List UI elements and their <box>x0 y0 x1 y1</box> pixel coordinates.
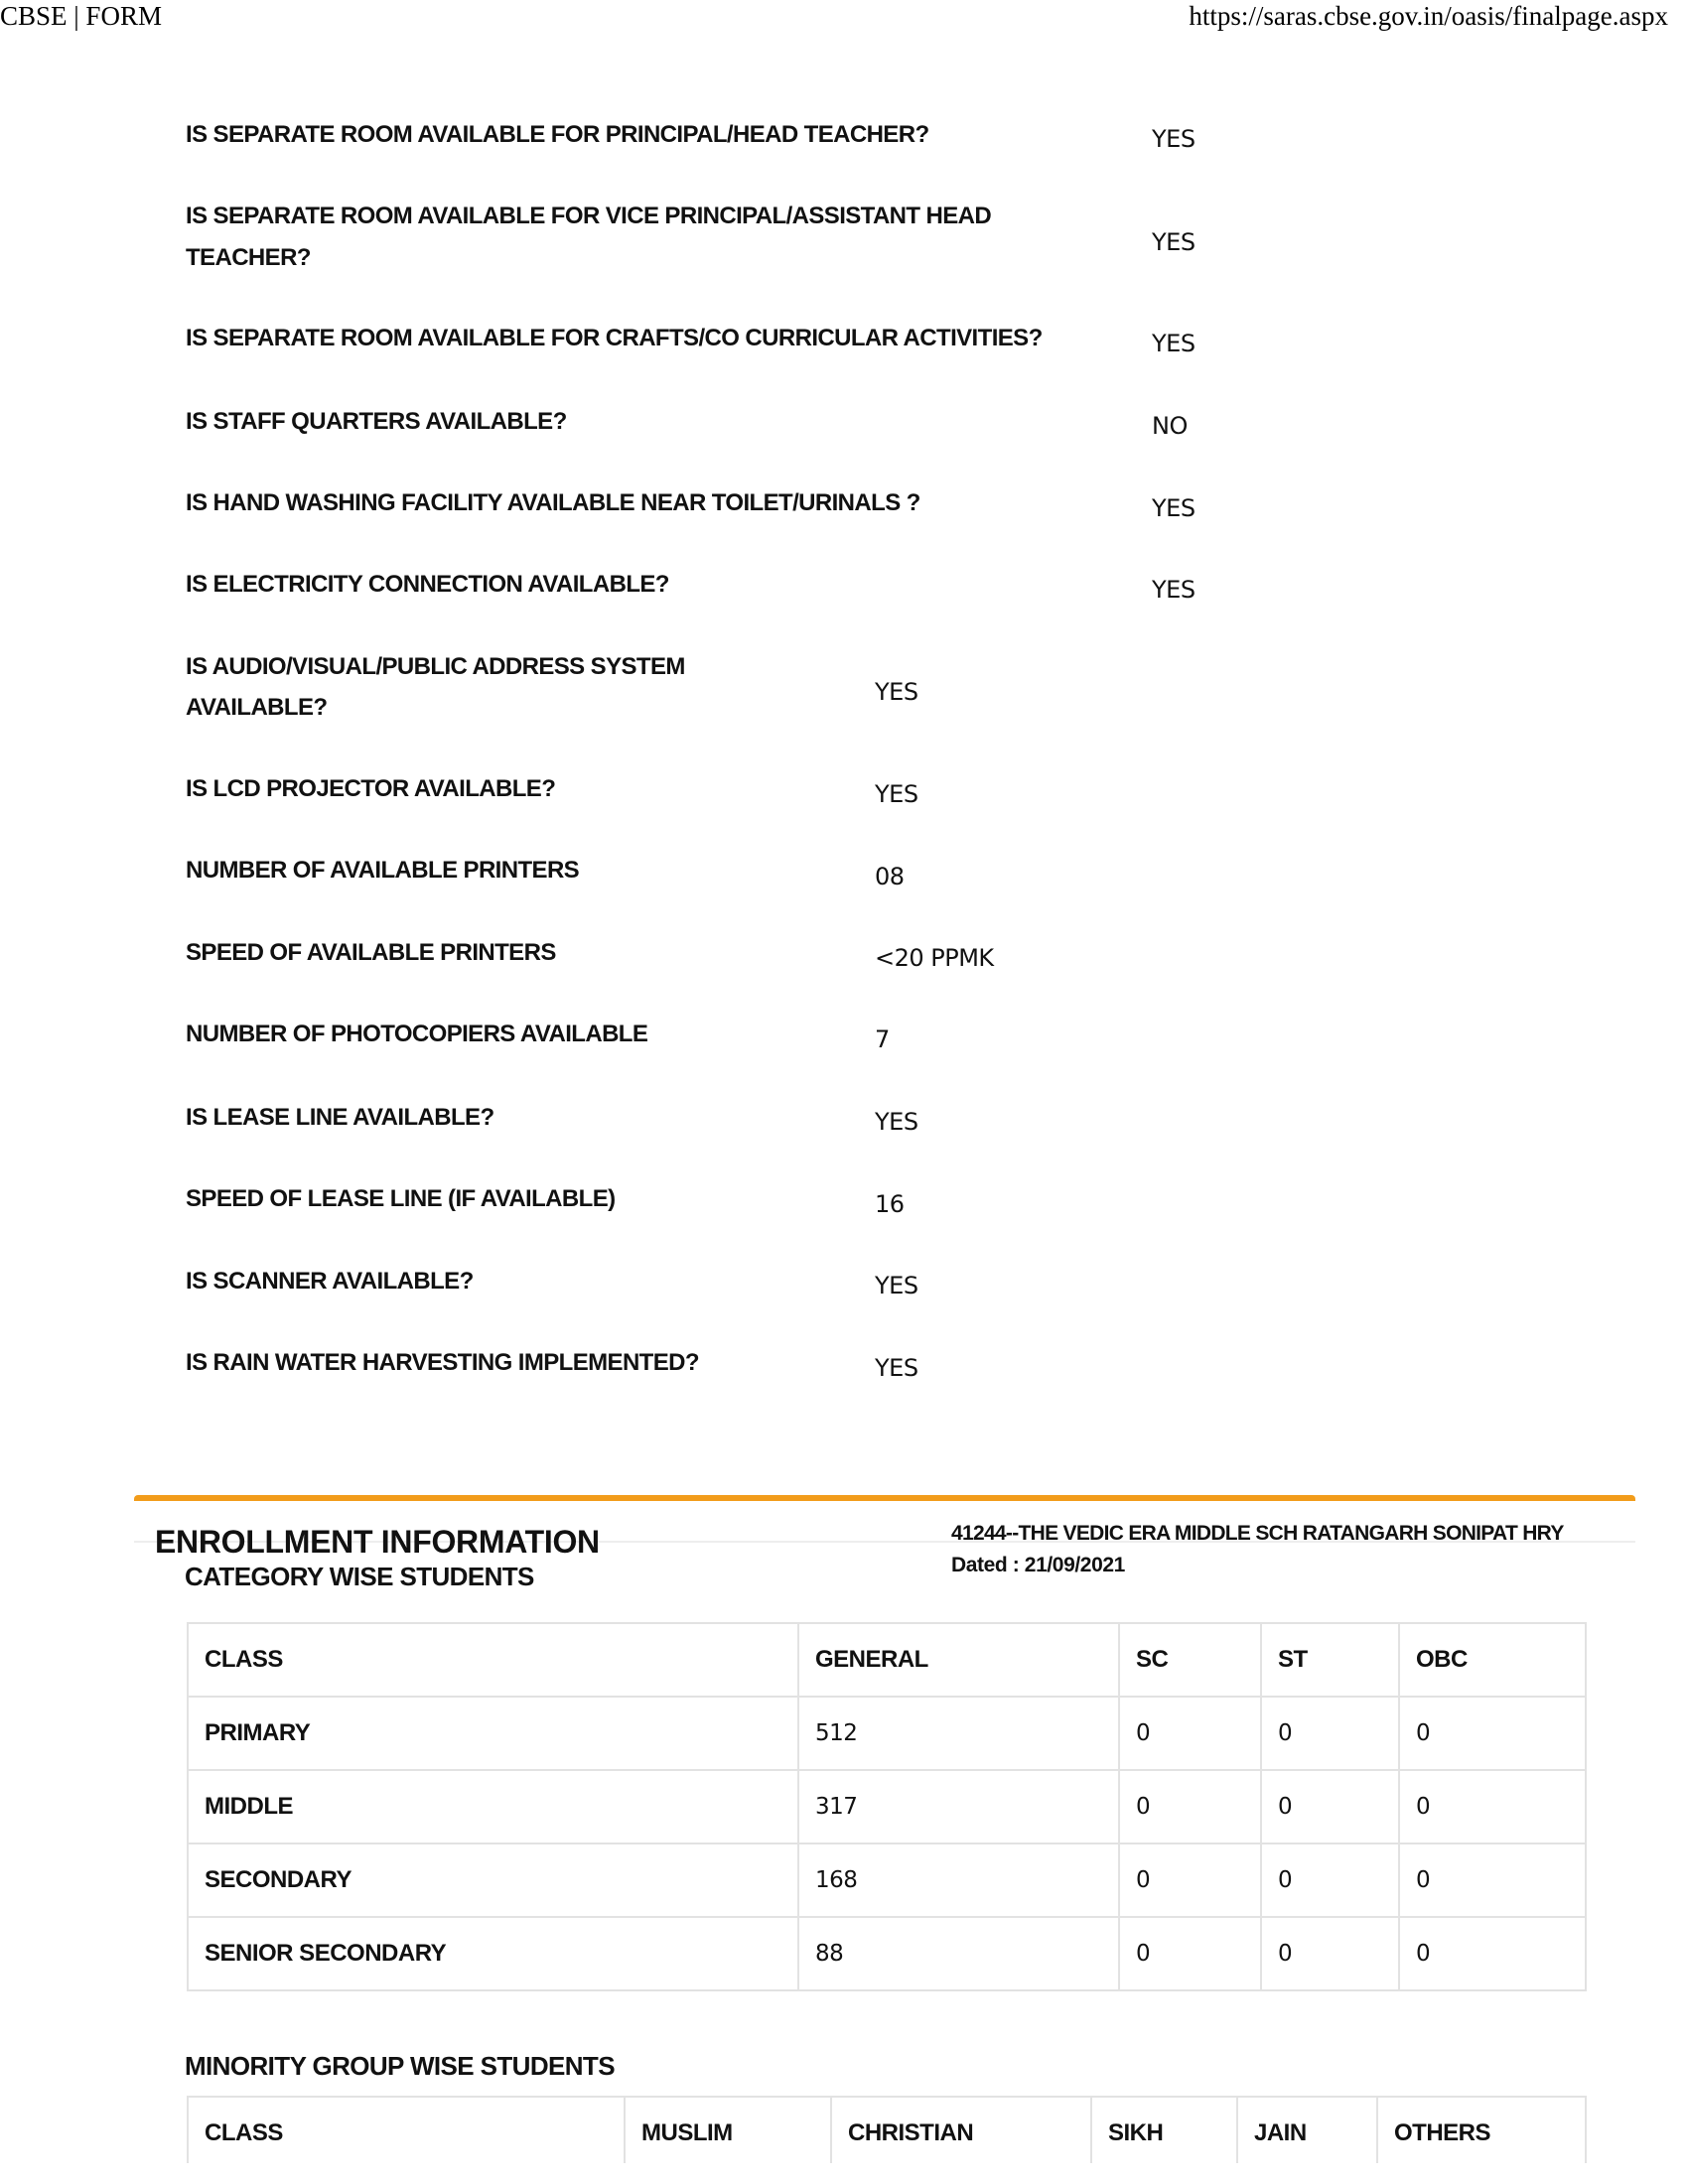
minority-table-viewport <box>0 2085 1688 2163</box>
class-cell: SECONDARY <box>188 1843 798 1917</box>
answer-value: YES <box>1152 494 1196 522</box>
question-label-line2: AVAILABLE? <box>186 694 328 721</box>
dated-label: Dated : 21/09/2021 <box>951 1554 1125 1576</box>
question-label-line1: IS SEPARATE ROOM AVAILABLE FOR VICE PRINCIPAL/ASSISTANT HEAD <box>186 203 992 229</box>
answer-value: YES <box>875 1108 918 1136</box>
column-header: CHRISTIAN <box>831 2097 1091 2163</box>
column-header: SC <box>1119 1623 1261 1697</box>
category-wise-table <box>187 1622 1587 1991</box>
general-cell: 88 <box>798 1917 1119 1990</box>
class-cell: SENIOR SECONDARY <box>188 1917 798 1990</box>
column-header: SIKH <box>1091 2097 1237 2163</box>
column-header: OTHERS <box>1377 2097 1586 2163</box>
table-row <box>188 1843 1586 1917</box>
answer-value: YES <box>1152 330 1196 357</box>
answer-value: <20 PPMK <box>875 944 994 972</box>
column-header: GENERAL <box>798 1623 1119 1697</box>
answer-value: YES <box>875 1354 918 1382</box>
table-header-row <box>188 1623 1586 1697</box>
answer-value: YES <box>1152 228 1196 256</box>
question-label-line2: TEACHER? <box>186 244 311 271</box>
general-cell: 512 <box>798 1697 1119 1770</box>
obc-cell: 0 <box>1399 1770 1586 1843</box>
answer-value: YES <box>875 678 918 706</box>
column-header: ST <box>1261 1623 1399 1697</box>
class-cell: MIDDLE <box>188 1770 798 1843</box>
column-header: CLASS <box>188 2097 625 2163</box>
minority-table-title: MINORITY GROUP WISE STUDENTS <box>185 2051 615 2081</box>
answer-value: 7 <box>875 1025 890 1053</box>
question-label: IS RAIN WATER HARVESTING IMPLEMENTED? <box>186 1349 699 1376</box>
question-label-line1: IS AUDIO/VISUAL/PUBLIC ADDRESS SYSTEM <box>186 653 685 680</box>
question-label: IS STAFF QUARTERS AVAILABLE? <box>186 408 567 435</box>
question-label: IS SEPARATE ROOM AVAILABLE FOR CRAFTS/CO CURRICULAR ACTIVITIES? <box>186 325 1043 351</box>
question-label: IS SCANNER AVAILABLE? <box>186 1268 474 1295</box>
general-cell: 168 <box>798 1843 1119 1917</box>
table-row <box>188 1770 1586 1843</box>
page-header-url: https://saras.cbse.gov.in/oasis/finalpage.aspx <box>1189 1 1668 31</box>
table-row <box>188 1697 1586 1770</box>
answer-value: YES <box>875 1272 918 1299</box>
class-cell: PRIMARY <box>188 1697 798 1770</box>
answer-value: YES <box>1152 125 1196 153</box>
question-label: NUMBER OF PHOTOCOPIERS AVAILABLE <box>186 1021 648 1047</box>
page-header-title: CBSE | FORM <box>0 1 162 31</box>
answer-value: 08 <box>875 863 905 890</box>
column-header: MUSLIM <box>625 2097 831 2163</box>
st-cell: 0 <box>1261 1917 1399 1990</box>
column-header: OBC <box>1399 1623 1586 1697</box>
question-label: SPEED OF LEASE LINE (IF AVAILABLE) <box>186 1185 616 1212</box>
st-cell: 0 <box>1261 1843 1399 1917</box>
column-header: CLASS <box>188 1623 798 1697</box>
question-label: IS HAND WASHING FACILITY AVAILABLE NEAR TOILET/URINALS ? <box>186 489 920 516</box>
st-cell: 0 <box>1261 1697 1399 1770</box>
general-cell: 317 <box>798 1770 1119 1843</box>
st-cell: 0 <box>1261 1770 1399 1843</box>
answer-value: YES <box>1152 576 1196 604</box>
school-name: 41244--THE VEDIC ERA MIDDLE SCH RATANGARH SONIPAT HRY <box>951 1522 1564 1545</box>
table-row <box>188 1917 1586 1990</box>
answer-value: NO <box>1152 412 1188 440</box>
sc-cell: 0 <box>1119 1917 1261 1990</box>
answer-value: YES <box>875 780 918 808</box>
question-label: IS LEASE LINE AVAILABLE? <box>186 1104 494 1131</box>
obc-cell: 0 <box>1399 1843 1586 1917</box>
table-header-row <box>188 2097 1586 2163</box>
sc-cell: 0 <box>1119 1843 1261 1917</box>
question-label: IS LCD PROJECTOR AVAILABLE? <box>186 775 556 802</box>
sc-cell: 0 <box>1119 1770 1261 1843</box>
question-label: SPEED OF AVAILABLE PRINTERS <box>186 939 556 966</box>
sc-cell: 0 <box>1119 1697 1261 1770</box>
question-label: IS ELECTRICITY CONNECTION AVAILABLE? <box>186 571 669 598</box>
question-label: IS SEPARATE ROOM AVAILABLE FOR PRINCIPAL/HEAD TEACHER? <box>186 121 929 148</box>
category-table-title: CATEGORY WISE STUDENTS <box>185 1562 534 1591</box>
minority-group-table <box>187 2096 1587 2163</box>
section-accent-bar <box>134 1495 1635 1501</box>
section-title: ENROLLMENT INFORMATION <box>155 1524 600 1560</box>
obc-cell: 0 <box>1399 1917 1586 1990</box>
column-header: JAIN <box>1237 2097 1377 2163</box>
obc-cell: 0 <box>1399 1697 1586 1770</box>
question-label: NUMBER OF AVAILABLE PRINTERS <box>186 857 580 884</box>
answer-value: 16 <box>875 1190 905 1218</box>
